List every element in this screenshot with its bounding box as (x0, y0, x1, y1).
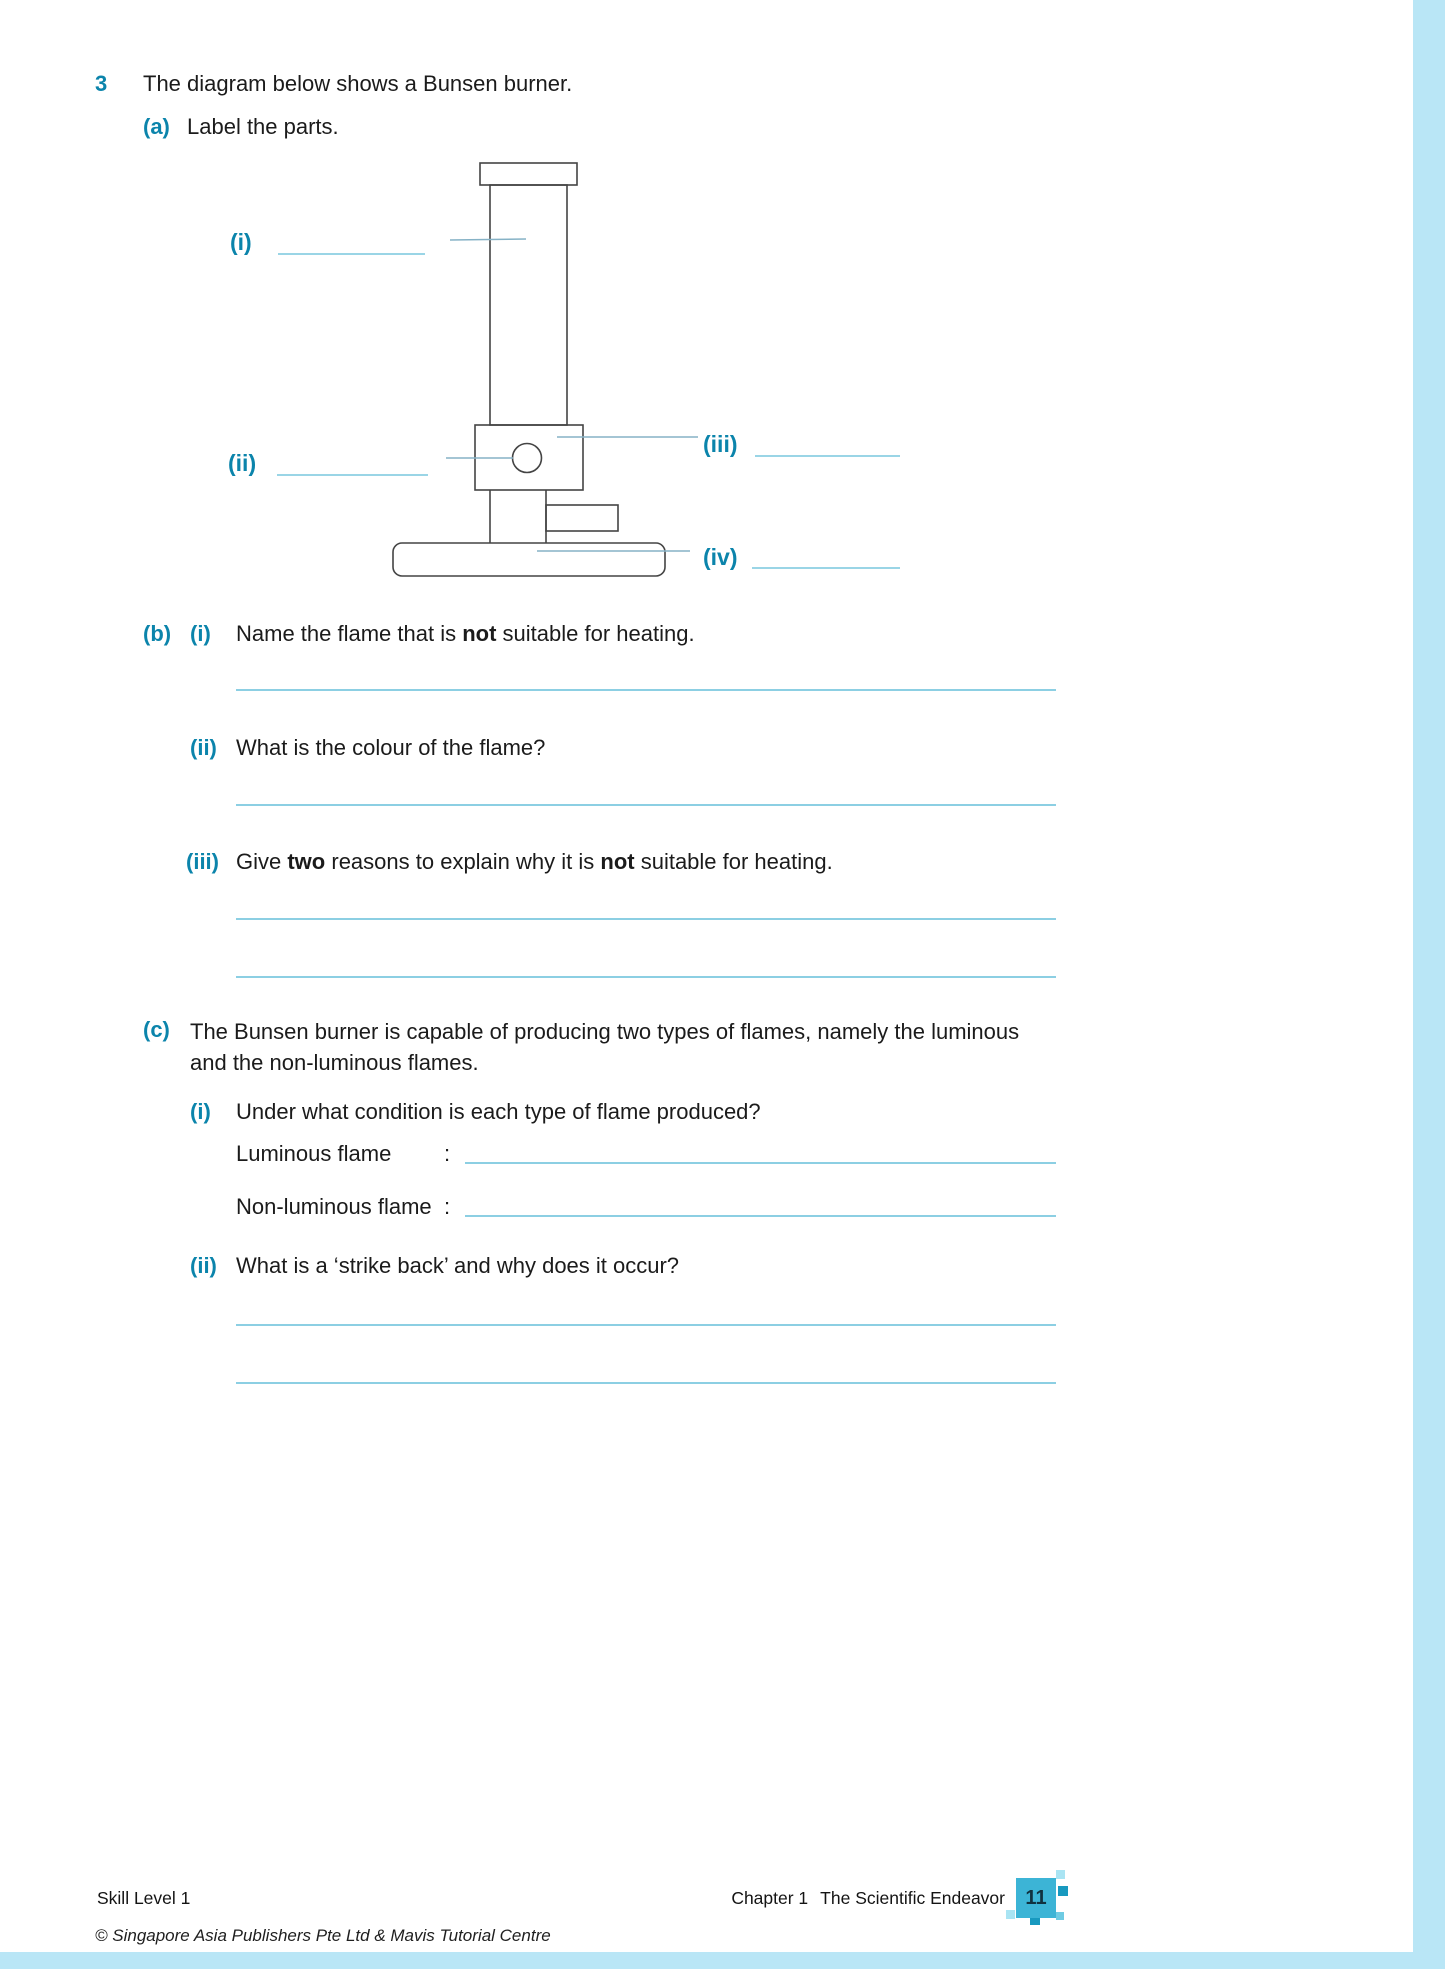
answer-line-b-ii (236, 804, 1056, 806)
part-b-i-text-1: Name the flame that is (236, 621, 463, 646)
diagram-label-iv: (iv) (703, 544, 738, 570)
footer-chapter-number: Chapter 1 (731, 1888, 809, 1908)
page-edge-strip-right (1413, 0, 1445, 1969)
luminous-answer-line (465, 1162, 1056, 1164)
footer-skill-level: Skill Level 1 (97, 1888, 191, 1908)
diagram-label-ii: (ii) (228, 450, 257, 476)
answer-line-c-ii-2 (236, 1382, 1056, 1384)
part-c-i-question: Under what condition is each type of flame produced? (236, 1099, 761, 1124)
part-c-ii-question: What is a ‘strike back’ and why does it occur? (236, 1253, 680, 1278)
part-b-iii-text-3: suitable for heating. (634, 849, 833, 874)
part-b-ii-label: (ii) (190, 735, 217, 760)
page-number: 11 (1016, 1878, 1056, 1918)
part-b-iii-label: (iii) (186, 849, 219, 874)
answer-line-c-ii-1 (236, 1324, 1056, 1326)
part-b-iii-question (236, 848, 833, 875)
non-luminous-flame-label: Non-luminous flame (236, 1194, 432, 1219)
page-number-badge (1006, 1870, 1070, 1926)
leader-line-i (450, 239, 526, 240)
question-intro: The diagram below shows a Bunsen burner. (143, 71, 573, 96)
part-c-intro (190, 1016, 1095, 1078)
footer-copyright: © Singapore Asia Publishers Pte Ltd & Mavis Tutorial Centre (95, 1926, 551, 1945)
answer-line-b-iii-1 (236, 918, 1056, 920)
luminous-colon: : (444, 1141, 451, 1166)
part-b-i-question (236, 620, 695, 647)
part-c-label: (c) (143, 1017, 170, 1042)
footer-chapter-title: The Scientific Endeavor (820, 1888, 1005, 1908)
non-luminous-colon: : (444, 1194, 451, 1219)
part-a-label: (a) (143, 114, 170, 139)
part-b-i-label: (i) (190, 621, 211, 646)
part-b-iii-bold-2: not (600, 849, 635, 874)
answer-line-b-iii-2 (236, 976, 1056, 978)
luminous-flame-label: Luminous flame (236, 1141, 392, 1166)
diagram-label-iii: (iii) (703, 431, 738, 457)
gas-inlet (546, 505, 618, 531)
burner-base (393, 543, 665, 576)
bunsen-burner-diagram (190, 152, 920, 584)
badge-pixel (1056, 1912, 1064, 1920)
part-b-label: (b) (143, 621, 172, 646)
part-c-i-label: (i) (190, 1099, 211, 1124)
burner-chimney-top (480, 163, 577, 185)
badge-pixel (1056, 1870, 1065, 1879)
air-hole (513, 444, 542, 473)
part-b-i-text-2: suitable for heating. (496, 621, 695, 646)
part-b-iii-bold-1: two (287, 849, 326, 874)
part-b-iii-text-1: Give (236, 849, 288, 874)
non-luminous-answer-line (465, 1215, 1056, 1217)
part-a-text: Label the parts. (187, 114, 339, 139)
badge-pixel (1006, 1910, 1015, 1919)
answer-line-b-i (236, 689, 1056, 691)
badge-pixel (1058, 1886, 1068, 1896)
diagram-label-i: (i) (230, 229, 252, 255)
part-c-intro-line-1: The Bunsen burner is capable of producing two types of flames, namely the luminous (190, 1019, 1020, 1044)
part-c-ii-label: (ii) (190, 1253, 217, 1278)
part-c-intro-line-2: and the non-luminous flames. (190, 1050, 479, 1075)
footer-chapter (540, 1888, 1005, 1909)
burner-barrel (490, 185, 567, 425)
page-edge-strip-bottom (0, 1952, 1445, 1969)
question-number: 3 (95, 71, 108, 96)
part-b-iii-text-2: reasons to explain why it is (325, 849, 601, 874)
part-b-i-bold: not (462, 621, 497, 646)
badge-pixel (1030, 1918, 1040, 1925)
part-b-ii-question: What is the colour of the flame? (236, 735, 546, 760)
